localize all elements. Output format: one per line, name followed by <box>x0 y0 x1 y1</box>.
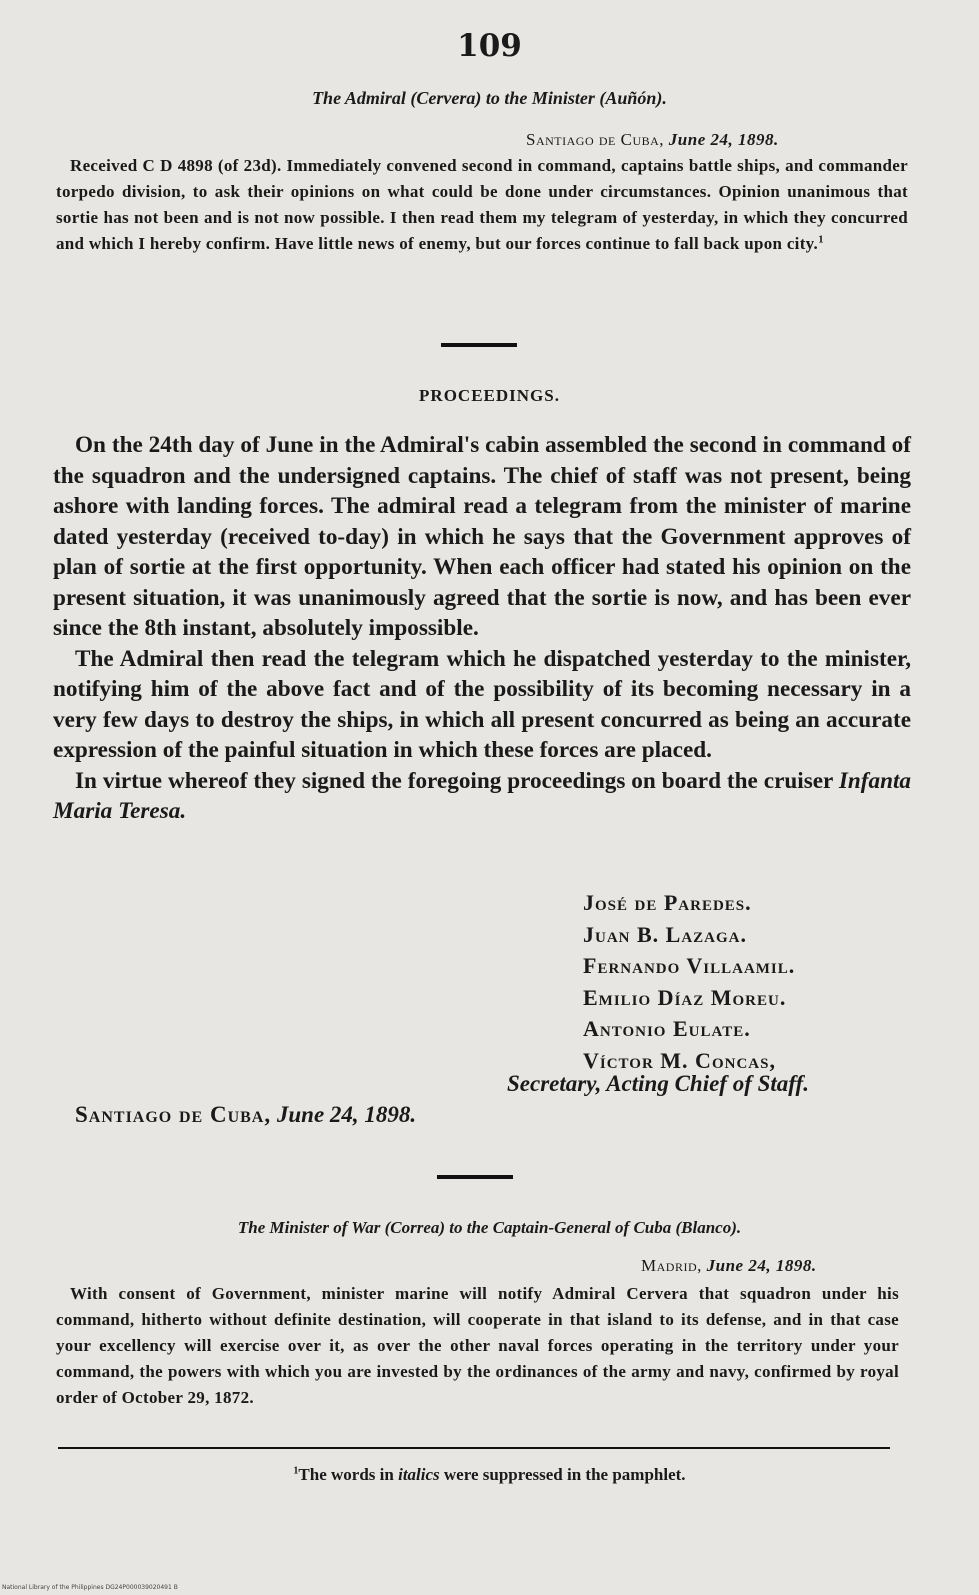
signatories-list <box>583 887 795 1076</box>
letter2-dateline <box>641 1256 817 1276</box>
ship-name: Infanta Maria Teresa. <box>53 767 911 824</box>
letter1-footnote-marker: 1 <box>818 233 824 246</box>
letter2-dateline-place: Madrid, <box>641 1256 702 1275</box>
footnote-text-italic: italics <box>398 1465 440 1484</box>
secretary-title: Secretary, Acting Chief of Staff. <box>507 1071 809 1096</box>
letter1-dateline-place: Santiago de Cuba, <box>526 130 665 149</box>
footnote-rule <box>58 1447 890 1449</box>
section-divider <box>441 343 517 347</box>
letter2-dateline-date: June 24, 1898. <box>706 1256 817 1275</box>
section-divider <box>437 1175 513 1179</box>
proceedings-body <box>53 430 911 827</box>
signatory: Víctor M. Concas, <box>583 1047 776 1073</box>
footnote-text-before: The words in <box>298 1465 394 1484</box>
letter2-heading: The Minister of War (Correa) to the Captain-General of Cuba (Blanco). <box>237 1218 742 1237</box>
letter1-dateline <box>526 130 779 150</box>
signatory: Emilio Díaz Moreu. <box>583 984 787 1010</box>
library-credit: National Library of the Philippines DG24P000039020491 B <box>2 1584 178 1591</box>
page-number: 109 <box>457 28 522 64</box>
proceedings-closing-date <box>75 1102 416 1128</box>
letter1-dateline-date: June 24, 1898. <box>668 130 779 149</box>
proceedings-paragraph-2: The Admiral then read the telegram which he dispatched yesterday to the minister, notifying him of the above fact and of the possibility of its becoming necessary in a very few days to destroy the ships, in which all present concurred as being an accurate expression of the painful situation in which these forces are placed. <box>53 645 911 763</box>
footnote-text-after: were suppressed in the pamphlet. <box>443 1465 686 1484</box>
letter1-body-text: Received C D 4898 (of 23d). Immediately convened second in command, captains battle ships, and commander torpedo division, to ask their opinions on what could be done under circumstances. Opinion unanimous that sortie has not been and is not now possible. I then read them my telegram of yesterday, in which they concurred and which I hereby confirm. Have little news of enemy, but our forces continue to fall back upon city. <box>56 156 908 253</box>
signatory: Fernando Villaamil. <box>583 953 796 978</box>
letter1-heading: The Admiral (Cervera) to the Minister (Auñón). <box>312 88 667 108</box>
proceedings-title: PROCEEDINGS. <box>419 386 560 405</box>
footnote-marker: 1 <box>293 1465 299 1477</box>
signatory: José de Paredes. <box>583 890 752 915</box>
letter2-body-text: With consent of Government, minister marine will notify Admiral Cervera that squadron under his command, hitherto without definite destination, will cooperate in that island to its defense, and in that case your excellency will exercise over it, as over the other naval forces operating in the territory under your command, the powers with which you are invested by the ordinances of the army and navy, confirmed by royal order of October 29, 1872. <box>56 1284 899 1407</box>
closing-date: June 24, 1898. <box>276 1102 417 1127</box>
signatory: Antonio Eulate. <box>583 1016 751 1041</box>
letter2-body <box>56 1281 899 1411</box>
proceedings-paragraph-3-text: In virtue whereof they signed the foregoing proceedings on board the cruiser <box>75 767 833 794</box>
proceedings-paragraph-1: On the 24th day of June in the Admiral's cabin assembled the second in command of the squadron and the undersigned captains. The chief of staff was not present, being ashore with landing forces. The admiral read a telegram from the minister of marine dated yesterday (received to-day) in which he says that the Government approves of plan of sortie at the first opportunity. When each officer had stated his opinion on the present situation, it was unanimously agreed that the sortie is now, and has been ever since the 8th instant, absolutely impossible. <box>53 432 911 641</box>
signatory: Juan B. Lazaga. <box>583 921 748 947</box>
letter1-body <box>56 153 908 257</box>
footnote <box>0 1465 979 1485</box>
proceedings-paragraph-3 <box>53 766 911 827</box>
closing-place: Santiago de Cuba, <box>75 1102 272 1127</box>
